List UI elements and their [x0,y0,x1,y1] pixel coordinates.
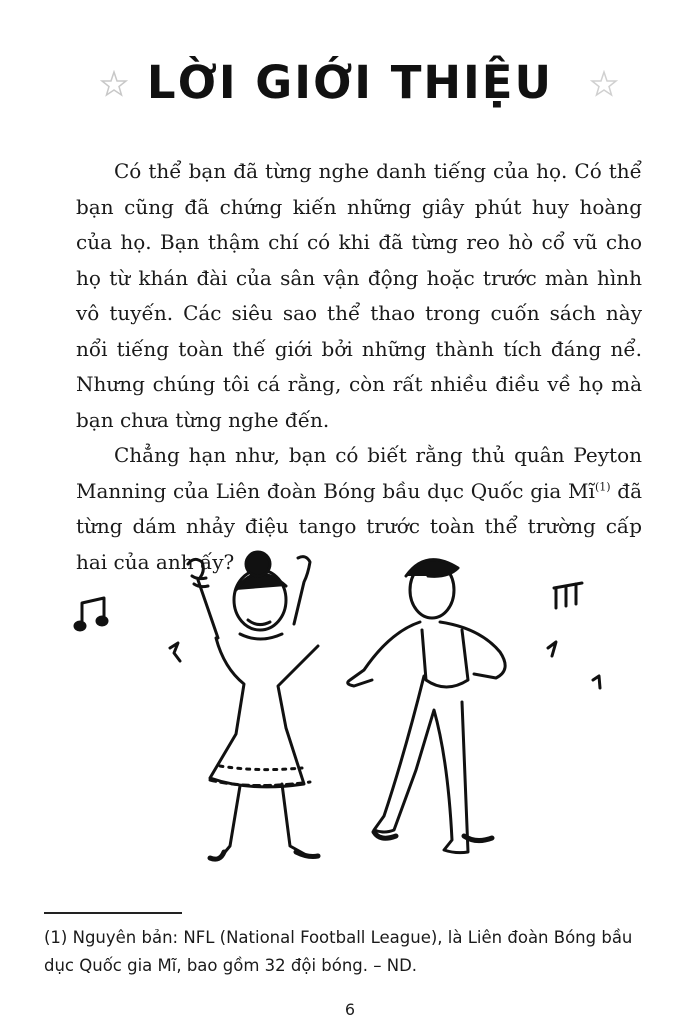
page-number: 6 [344,1000,356,1019]
body-text [76,154,642,580]
music-note-icon [548,642,556,656]
paragraph-text: đã từng dám nhảy điệu tango trước toàn thể trường cấp hai của anh ấy? [76,478,642,574]
music-note-icon [593,676,600,688]
page-title: LỜI GIỚI THIỆU [146,56,554,109]
paragraph-text: Chẳng hạn như, bạn có biết rằng thủ quân Peyton Manning của Liên đoàn Bóng bầu dục Quốc gia Mĩ [76,443,642,503]
footnote-reference: (1) [594,479,611,493]
footnote-divider [44,912,182,914]
dancing-couple-illustration [70,540,630,885]
paragraph: Có thể bạn đã từng nghe danh tiếng của họ. Có thể bạn cũng đã chứng kiến những giây phút huy hoàng của họ. Bạn thậm chí có khi đã từng reo hò cổ vũ cho họ từ khán đài của sân vận động hoặc trước màn hình vô tuyến. Các siêu sao thể thao trong cuốn sách này nổi tiếng toàn thế giới bởi những thành tích đáng nể. Nhưng chúng tôi cá rằng, còn rất nhiều điều về họ mà bạn chưa từng nghe đến. [76,159,642,432]
music-note-icon [554,583,582,608]
music-note-icon [170,643,180,661]
footnote: (1) Nguyên bản: NFL (National Football League), là Liên đoàn Bóng bầu dục Quốc gia Mĩ, bao gồm 32 đội bóng. – ND. [44,928,633,975]
music-note-icon [75,598,107,630]
